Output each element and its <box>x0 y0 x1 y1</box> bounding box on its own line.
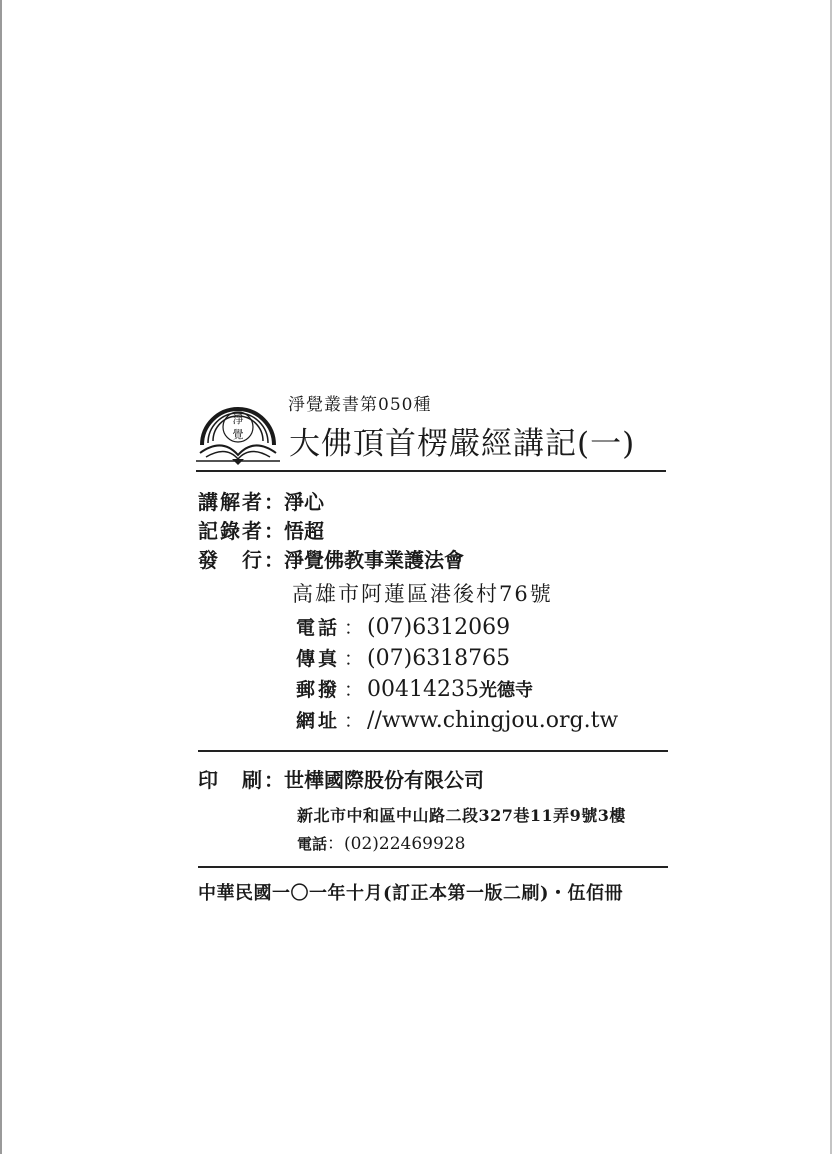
credit-label: 印 刷 <box>198 768 264 792</box>
edition-info: 中華民國一〇一年十月(訂正本第一版二刷)・伍佰冊 <box>198 883 624 904</box>
postal-label: 郵撥 <box>296 679 341 701</box>
printer-divider <box>198 866 668 868</box>
printer-name: 世樺國際股份有限公司 <box>284 768 484 792</box>
printer-credit: 印 刷：世樺國際股份有限公司 <box>198 768 484 792</box>
printer-phone: 電話：(02)22469928 <box>297 834 466 854</box>
publisher-address: 高雄市阿蓮區港後村76號 <box>292 582 553 606</box>
credit-recorder: 記錄者：悟超 <box>198 519 324 543</box>
jingjue-lotus-emblem-icon <box>192 383 284 467</box>
credit-label: 記錄者 <box>198 519 264 543</box>
credit-value: 淨心 <box>284 490 324 514</box>
series-label: 淨覺叢書第050種 <box>288 395 432 415</box>
phone-label: 電話 <box>296 617 341 639</box>
logo-char-top: 淨 <box>232 413 244 426</box>
web-value: //www.chingjou.org.tw <box>367 708 619 733</box>
phone-value: (02)22469928 <box>344 834 466 854</box>
printer-address: 新北市中和區中山路二段327巷11弄9號3樓 <box>297 806 626 825</box>
title-divider <box>196 470 666 472</box>
credit-label: 發 行 <box>198 548 264 572</box>
publisher-postal: 郵撥 ： 00414235光德寺 <box>296 677 534 702</box>
fax-value: (07)6318765 <box>367 646 511 671</box>
credit-label: 講解者 <box>198 490 264 514</box>
credit-publisher: 發 行：淨覺佛教事業護法會 <box>198 548 464 572</box>
book-title: 大佛頂首楞嚴經講記(一) <box>289 426 636 462</box>
credit-value: 淨覺佛教事業護法會 <box>284 548 464 572</box>
credit-lecturer: 講解者：淨心 <box>198 490 324 514</box>
web-label: 網址 <box>296 710 341 732</box>
credit-value: 悟超 <box>284 519 324 543</box>
postal-account: 00414235 <box>367 677 480 702</box>
phone-value: (07)6312069 <box>367 615 511 640</box>
publisher-website: 網址 ： //www.chingjou.org.tw <box>296 708 619 733</box>
page-edge-left <box>0 0 2 1154</box>
logo-char-bottom: 覺 <box>232 428 244 441</box>
publisher-fax: 傳真 ： (07)6318765 <box>296 646 511 671</box>
phone-label: 電話 <box>297 835 328 853</box>
postal-name: 光德寺 <box>479 680 534 701</box>
publisher-divider <box>198 750 668 752</box>
publisher-phone: 電話 ： (07)6312069 <box>296 615 511 640</box>
fax-label: 傳真 <box>296 648 341 670</box>
